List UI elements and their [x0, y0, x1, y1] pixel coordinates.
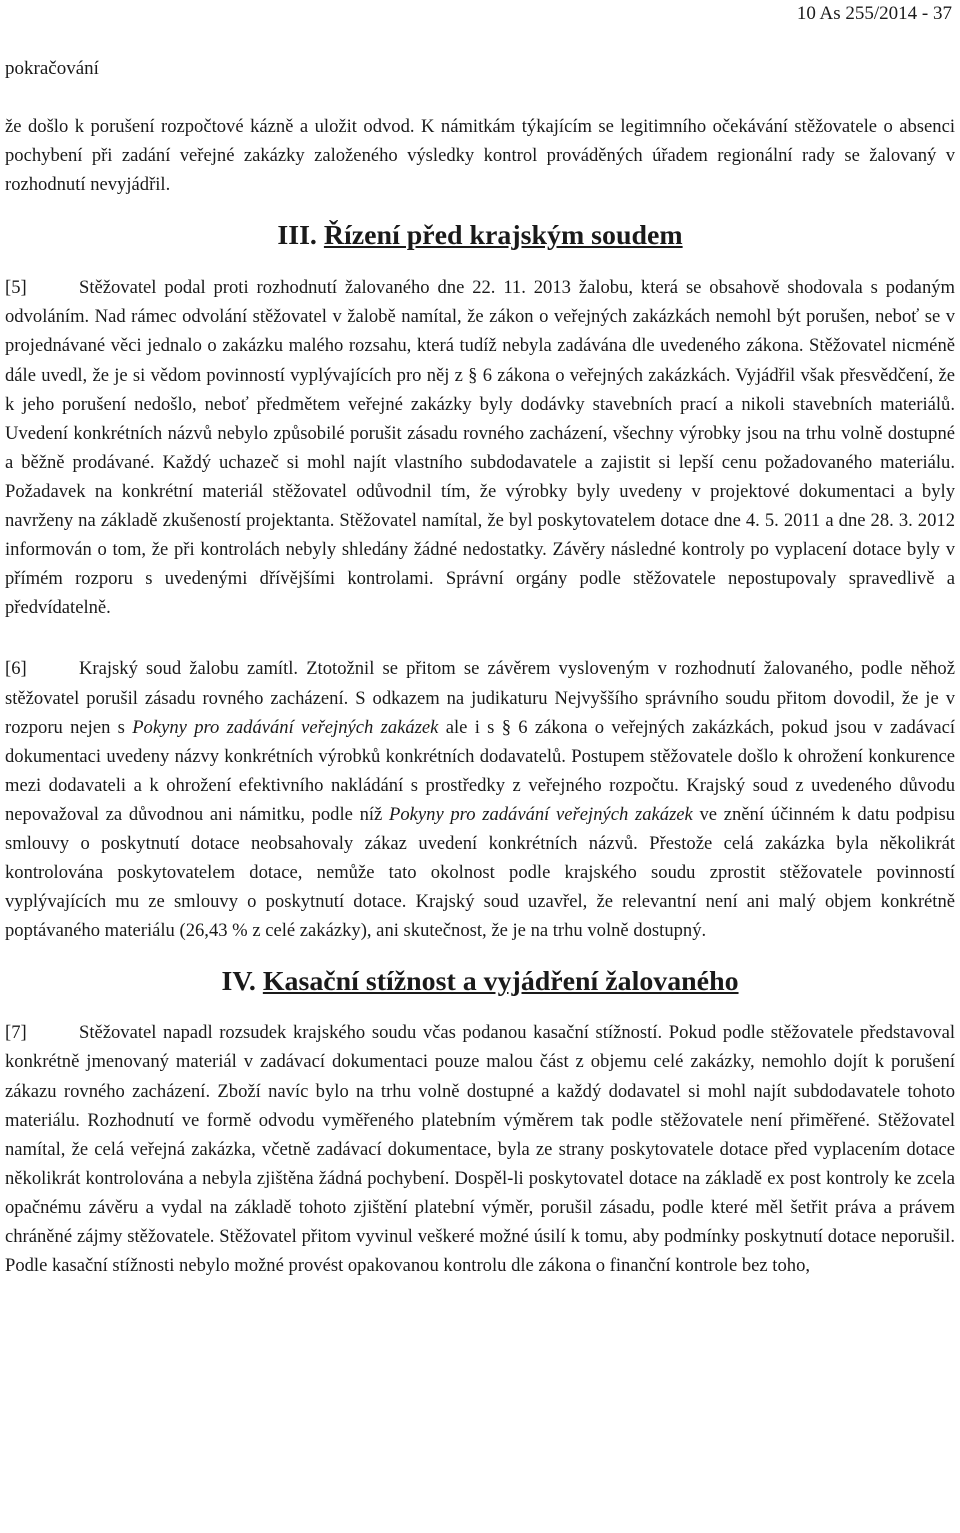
- paragraph-text: Stěžovatel podal proti rozhodnutí žalovaného dne 22. 11. 2013 žalobu, která se obsahově shodovala s podaným odvoláním. Nad rámec odvolání stěžovatel v žalobě namítal, že zákon o veřejných zakázkách nemohl být porušen, neboť se v projednávané věci jednalo o zakázku malého rozsahu, která tudíž nebyla zadávána dle uvedeného zákona. Stěžovatel nicméně dále uvedl, že je si vědom povinností vyplývajících pro něj z § 6 zákona o veřejných zakázkách. Vyjádřil však přesvědčení, že k jeho porušení nedošlo, neboť předmětem veřejné zakázky byly dodávky stavebních prací a nikoli stavebních materiálů. Uvedení konkrétních názvů nebylo způsobilé porušit zásadu rovného zacházení, všechny výrobky jsou na trhu volně dostupné a běžně prodávané. Každý uchazeč si mohl najít vlastního subdodavatele a zajistit si lepší cenu požadovaného materiálu. Požadavek na konkrétní materiál stěžovatel odůvodnil tím, že výrobky byly uvedeny v projektové dokumentaci a byly navrženy na základě zkušeností projektanta. Stěžovatel namítal, že byl poskytovatelem dotace dne 4. 5. 2011 a dne 28. 3. 2012 informován o tom, že při kontrolách nebyly shledány žádné nedostatky. Závěry následné kontroly po vyplacení dotace byly v přímém rozporu s uvedenými dřívějšími kontrolami. Správní orgány podle stěžovatele nepostupovaly spravedlivě a předvídatelně.: [5, 277, 955, 619]
- paragraph-number: [7]: [5, 1022, 27, 1044]
- italic-reference: Pokyny pro zadávání veřejných zakázek: [132, 716, 439, 738]
- paragraph-number: [5]: [5, 277, 27, 299]
- section-heading-III: [5, 221, 955, 250]
- paragraph-text: Krajský soud žalobu zamítl. Ztotožnil se přitom se závěrem vysloveným v rozhodnutí žalovaného, podle něhož stěžovatel porušil zásadu rovného zacházení. S odkazem na judikaturu Nejvyššího správního soudu přitom dovodil, že je v rozporu nejen s: [5, 658, 955, 738]
- section-heading-IV: [5, 967, 955, 996]
- section-title: Kasační stížnost a vyjádření žalovaného: [262, 966, 739, 998]
- continuation-label: pokračování: [5, 58, 99, 79]
- paragraph-text: ve znění účinném k datu podpisu smlouvy o poskytnutí dotace neobsahovaly zákaz uvedení konkrétních názvů. Přestože celá zakázka byla několikrát kontrolována poskytovatelem dotace, nemůže tato okolnost podle krajského soudu zprostit stěžovatele povinností vyplývajících mu ze smlouvy o poskytnutí dotace. Krajský soud uzavřel, že relevantní není ani malý objem konkrétně poptávaného materiálu (26,43 % z celé zakázky), ani skutečnost, že je na trhu volně dostupný.: [5, 803, 955, 942]
- paragraph-5: [5, 273, 955, 622]
- paragraph-6: [5, 654, 955, 945]
- section-number: III.: [277, 220, 317, 252]
- paragraph-7: [5, 1018, 955, 1280]
- section-number: IV.: [221, 966, 256, 998]
- paragraph-number: [6]: [5, 658, 27, 680]
- intro-paragraph: že došlo k porušení rozpočtové kázně a uložit odvod. K námitkám týkajícím se legitimního očekávání stěžovatele o absenci pochybení při zadání veřejné zakázky založeného výsledky kontrol prováděných úřadem regionální rady se žalovaný v rozhodnutí nevyjádřil.: [5, 116, 955, 196]
- paragraph-text: Stěžovatel napadl rozsudek krajského soudu včas podanou kasační stížností. Pokud podle stěžovatele představoval konkrétně jmenovaný materiál v zadávací dokumentaci pouze malou část z objemu celé zakázky, nemohlo dojít k porušení zákazu rovného zacházení. Zboží navíc bylo na trhu volně dostupné a každý dodavatel si mohl najít subdodavatele tohoto materiálu. Rozhodnutí ve formě odvodu vyměřeného platebním výměrem tak podle stěžovatele není přiměřené. Stěžovatel namítal, že celá veřejná zakázka, včetně zadávací dokumentace, byla ze strany poskytovatele dotace před vyplacením dotace několikrát kontrolována a nebyla zjištěna žádná pochybení. Dospěl-li poskytovatel dotace na základě ex post kontroly ke zcela opačnému závěru a vydal na základě tohoto zjištění platební výměr, porušil zásadu, podle které měl šetřit práva a právem chráněné zájmy stěžovatele. Stěžovatel přitom vyvinul veškeré možné úsilí k tomu, aby podmínky poskytnutí dotace neporušil. Podle kasační stížnosti nebylo možné provést opakovanou kontrolu dle zákona o finanční kontrole bez toho,: [5, 1022, 955, 1277]
- paragraph-text: ale i s § 6 zákona o veřejných zakázkách, pokud jsou v zadávací dokumentaci uvedeny názvy konkrétních výrobků konkrétních dodavatelů. Postupem stěžovatele došlo k ohrožení konkurence mezi dodavateli a k ohrožení efektivního nakládání s prostředky z veřejného rozpočtu. Krajský soud z uvedeného důvodu nepovažoval za důvodnou ani námitku, podle níž: [5, 716, 956, 825]
- section-title: Řízení před krajským soudem: [323, 220, 683, 252]
- case-number: 10 As 255/2014 - 37: [796, 3, 952, 24]
- document-body: [5, 112, 955, 1280]
- italic-reference: Pokyny pro zadávání veřejných zakázek: [388, 803, 693, 825]
